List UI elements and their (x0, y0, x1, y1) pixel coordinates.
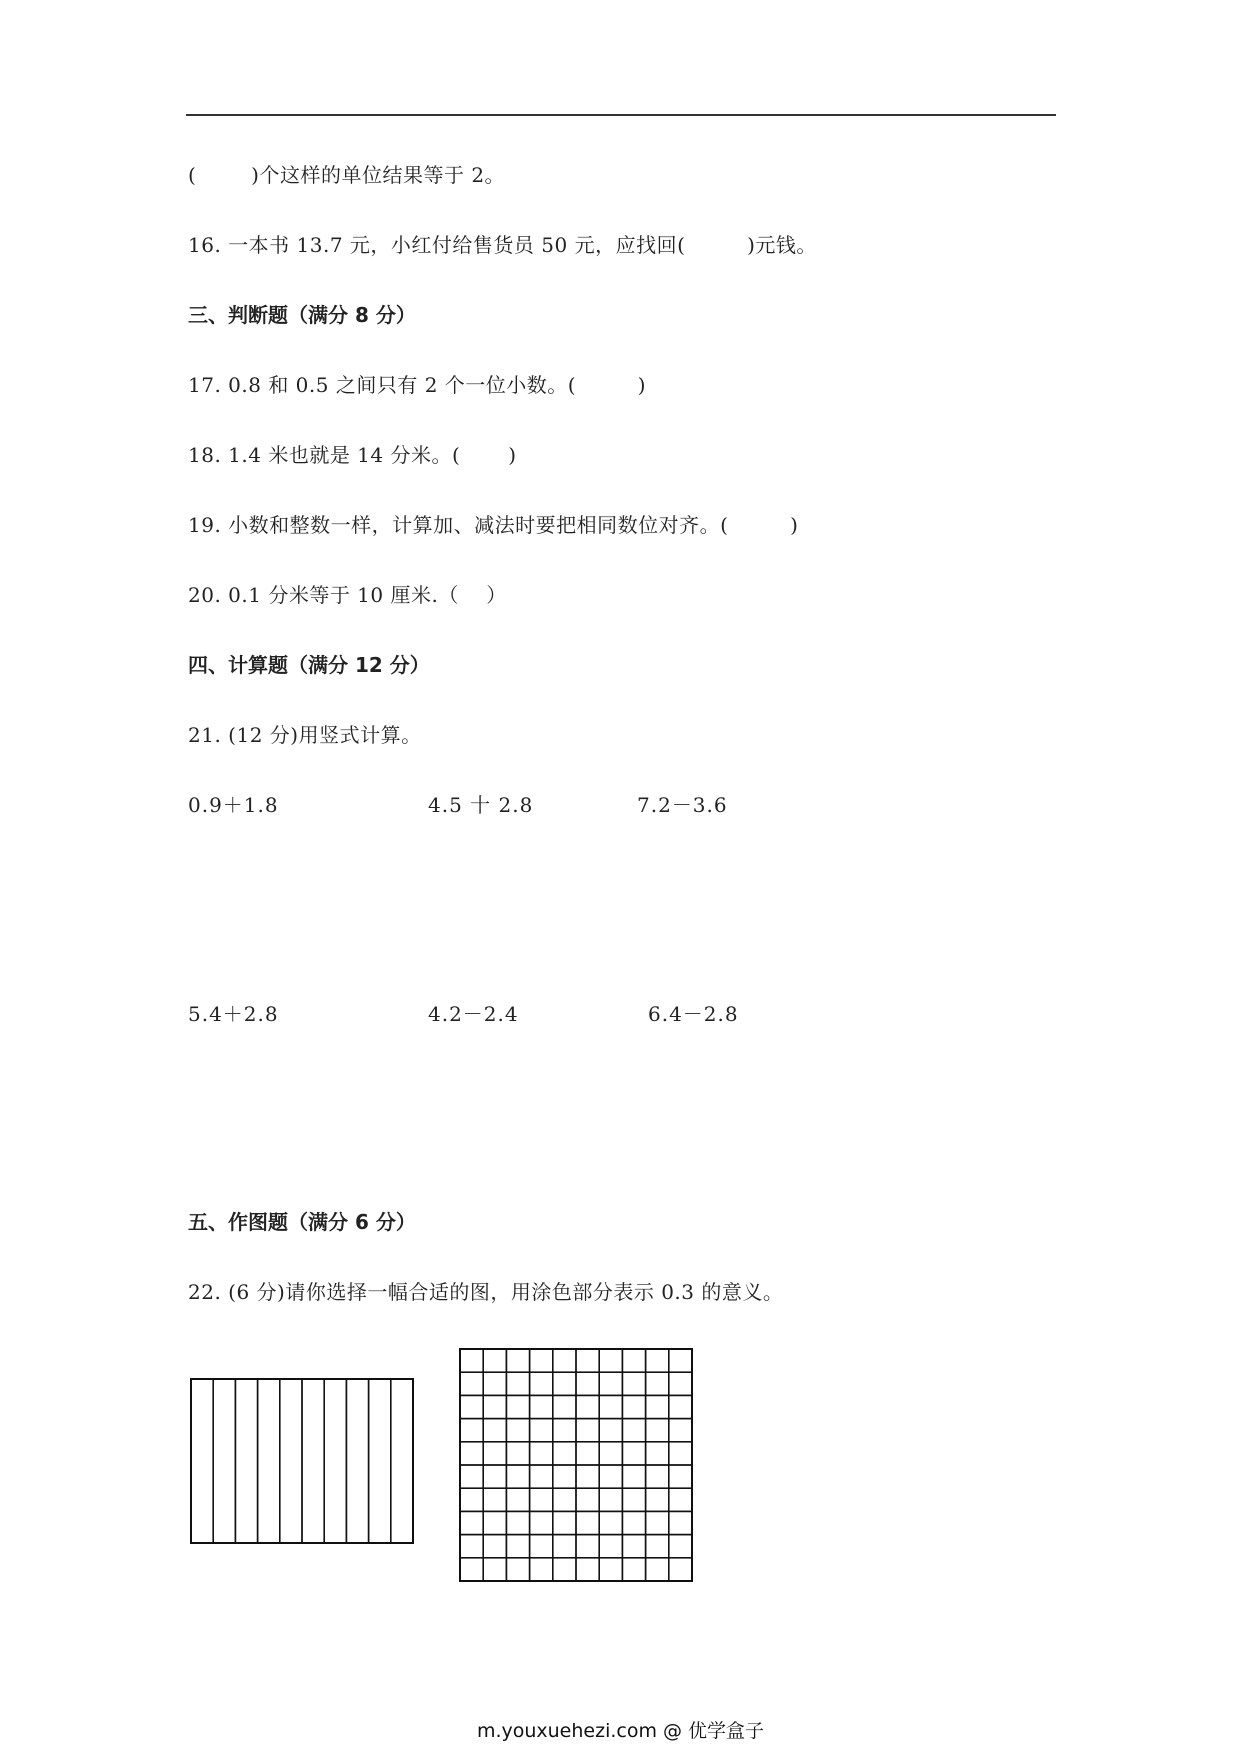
grid-cell[interactable] (599, 1535, 622, 1558)
grid-cell[interactable] (646, 1349, 669, 1372)
grid-cell[interactable] (576, 1535, 599, 1558)
grid-cell[interactable] (576, 1465, 599, 1488)
grid-cell[interactable] (483, 1419, 506, 1442)
grid-cell[interactable] (506, 1535, 529, 1558)
grid-cell[interactable] (669, 1465, 692, 1488)
grid-cell[interactable] (553, 1511, 576, 1534)
grid-cell[interactable] (622, 1465, 645, 1488)
question-19: 19. 小数和整数一样，计算加、减法时要把相同数位对齐。( ) (188, 513, 799, 537)
grid-cell[interactable] (646, 1465, 669, 1488)
grid-cell[interactable] (553, 1535, 576, 1558)
grid-cell[interactable] (622, 1395, 645, 1418)
grid-cell[interactable] (530, 1372, 553, 1395)
grid-cell[interactable] (553, 1395, 576, 1418)
question-22: 22. (6 分)请你选择一幅合适的图，用涂色部分表示 0.3 的意义。 (188, 1280, 784, 1304)
question-15-continuation: ( )个这样的单位结果等于 2。 (188, 163, 506, 187)
grid-cell[interactable] (669, 1442, 692, 1465)
grid-cell[interactable] (483, 1488, 506, 1511)
grid-cell[interactable] (622, 1488, 645, 1511)
section-drawing-title: 五、作图题（满分 6 分） (188, 1210, 416, 1234)
grid-cell[interactable] (599, 1349, 622, 1372)
grid-cell[interactable] (460, 1465, 483, 1488)
grid-cell[interactable] (530, 1419, 553, 1442)
grid-cell[interactable] (530, 1511, 553, 1534)
grid-cell[interactable] (553, 1465, 576, 1488)
grid-cell[interactable] (460, 1372, 483, 1395)
grid-cell[interactable] (576, 1395, 599, 1418)
grid-cell[interactable] (599, 1372, 622, 1395)
expression-row1-1: 0.9＋1.8 (188, 793, 279, 817)
grid-cell[interactable] (483, 1511, 506, 1534)
question-18: 18. 1.4 米也就是 14 分米。( ) (188, 443, 517, 467)
grid-cell[interactable] (599, 1395, 622, 1418)
section-calculation-title: 四、计算题（满分 12 分） (188, 653, 430, 677)
grid-cell[interactable] (646, 1419, 669, 1442)
grid-cell[interactable] (530, 1442, 553, 1465)
grid-cell[interactable] (506, 1465, 529, 1488)
expression-row1-2: 4.5 十 2.8 (428, 793, 534, 817)
grid-cell[interactable] (553, 1349, 576, 1372)
grid-cell[interactable] (646, 1511, 669, 1534)
grid-cell[interactable] (622, 1535, 645, 1558)
grid-cell[interactable] (530, 1349, 553, 1372)
grid-cell[interactable] (646, 1442, 669, 1465)
hundred-grid-figure[interactable] (459, 1348, 693, 1582)
grid-cell[interactable] (576, 1558, 599, 1581)
grid-cell[interactable] (669, 1419, 692, 1442)
grid-cell[interactable] (506, 1372, 529, 1395)
strip-cell[interactable] (280, 1379, 302, 1543)
grid-cell[interactable] (530, 1558, 553, 1581)
grid-cell[interactable] (646, 1535, 669, 1558)
grid-cell[interactable] (599, 1511, 622, 1534)
header-rule (186, 114, 1056, 116)
grid-cell[interactable] (599, 1488, 622, 1511)
strip-cell[interactable] (191, 1379, 213, 1543)
grid-cell[interactable] (483, 1535, 506, 1558)
grid-cell[interactable] (530, 1535, 553, 1558)
section-judgement-title: 三、判断题（满分 8 分） (188, 303, 416, 327)
grid-cell[interactable] (599, 1442, 622, 1465)
grid-cell[interactable] (506, 1395, 529, 1418)
grid-cell[interactable] (646, 1372, 669, 1395)
grid-cell[interactable] (506, 1349, 529, 1372)
grid-cell[interactable] (483, 1465, 506, 1488)
question-21: 21. (12 分)用竖式计算。 (188, 723, 422, 747)
strip-cell[interactable] (346, 1379, 368, 1543)
grid-cell[interactable] (530, 1465, 553, 1488)
grid-cell[interactable] (669, 1558, 692, 1581)
grid-cell[interactable] (483, 1395, 506, 1418)
grid-cell[interactable] (553, 1372, 576, 1395)
grid-cell[interactable] (483, 1349, 506, 1372)
grid-cell[interactable] (622, 1349, 645, 1372)
grid-cell[interactable] (506, 1442, 529, 1465)
grid-cell[interactable] (460, 1511, 483, 1534)
grid-cell[interactable] (460, 1349, 483, 1372)
grid-cell[interactable] (553, 1558, 576, 1581)
grid-cell[interactable] (669, 1535, 692, 1558)
grid-cell[interactable] (530, 1395, 553, 1418)
expression-row2-2: 4.2－2.4 (428, 1002, 519, 1026)
grid-cell[interactable] (646, 1488, 669, 1511)
grid-cell[interactable] (483, 1442, 506, 1465)
grid-cell[interactable] (622, 1511, 645, 1534)
grid-cell[interactable] (553, 1419, 576, 1442)
grid-cell[interactable] (553, 1442, 576, 1465)
grid-cell[interactable] (506, 1419, 529, 1442)
question-20: 20. 0.1 分米等于 10 厘米.（ ） (188, 583, 507, 607)
grid-cell[interactable] (460, 1419, 483, 1442)
grid-cell[interactable] (553, 1488, 576, 1511)
grid-cell[interactable] (669, 1511, 692, 1534)
expression-row2-1: 5.4＋2.8 (188, 1002, 279, 1026)
grid-cell[interactable] (669, 1488, 692, 1511)
grid-cell[interactable] (483, 1558, 506, 1581)
strip-cell[interactable] (213, 1379, 235, 1543)
grid-cell[interactable] (506, 1511, 529, 1534)
grid-cell[interactable] (622, 1442, 645, 1465)
strip-cell[interactable] (302, 1379, 324, 1543)
grid-cell[interactable] (599, 1558, 622, 1581)
expression-row1-3: 7.2－3.6 (637, 793, 728, 817)
ten-strip-figure[interactable] (190, 1378, 414, 1544)
grid-cell[interactable] (506, 1488, 529, 1511)
grid-cell[interactable] (622, 1419, 645, 1442)
grid-cell[interactable] (669, 1349, 692, 1372)
footer-watermark: m.youxuehezi.com @ 优学盒子 (476, 1720, 765, 1742)
strip-cell[interactable] (324, 1379, 346, 1543)
grid-cell[interactable] (460, 1442, 483, 1465)
grid-cell[interactable] (576, 1372, 599, 1395)
grid-cell[interactable] (576, 1488, 599, 1511)
grid-cell[interactable] (622, 1558, 645, 1581)
grid-cell[interactable] (622, 1372, 645, 1395)
grid-cell[interactable] (669, 1395, 692, 1418)
grid-cell[interactable] (460, 1488, 483, 1511)
grid-cell[interactable] (576, 1419, 599, 1442)
question-17: 17. 0.8 和 0.5 之间只有 2 个一位小数。( ) (188, 373, 647, 397)
strip-cell[interactable] (258, 1379, 280, 1543)
grid-cell[interactable] (576, 1349, 599, 1372)
strip-cell[interactable] (391, 1379, 413, 1543)
grid-cell[interactable] (669, 1372, 692, 1395)
question-16: 16. 一本书 13.7 元，小红付给售货员 50 元，应找回( )元钱。 (188, 233, 817, 257)
grid-cell[interactable] (483, 1372, 506, 1395)
grid-cell[interactable] (506, 1558, 529, 1581)
grid-cell[interactable] (599, 1419, 622, 1442)
grid-cell[interactable] (646, 1395, 669, 1418)
grid-cell[interactable] (576, 1511, 599, 1534)
grid-cell[interactable] (460, 1395, 483, 1418)
grid-cell[interactable] (599, 1465, 622, 1488)
strip-cell[interactable] (369, 1379, 391, 1543)
grid-cell[interactable] (576, 1442, 599, 1465)
grid-cell[interactable] (646, 1558, 669, 1581)
grid-cell[interactable] (460, 1558, 483, 1581)
strip-cell[interactable] (235, 1379, 257, 1543)
grid-cell[interactable] (460, 1535, 483, 1558)
expression-row2-3: 6.4－2.8 (648, 1002, 739, 1026)
grid-cell[interactable] (530, 1488, 553, 1511)
